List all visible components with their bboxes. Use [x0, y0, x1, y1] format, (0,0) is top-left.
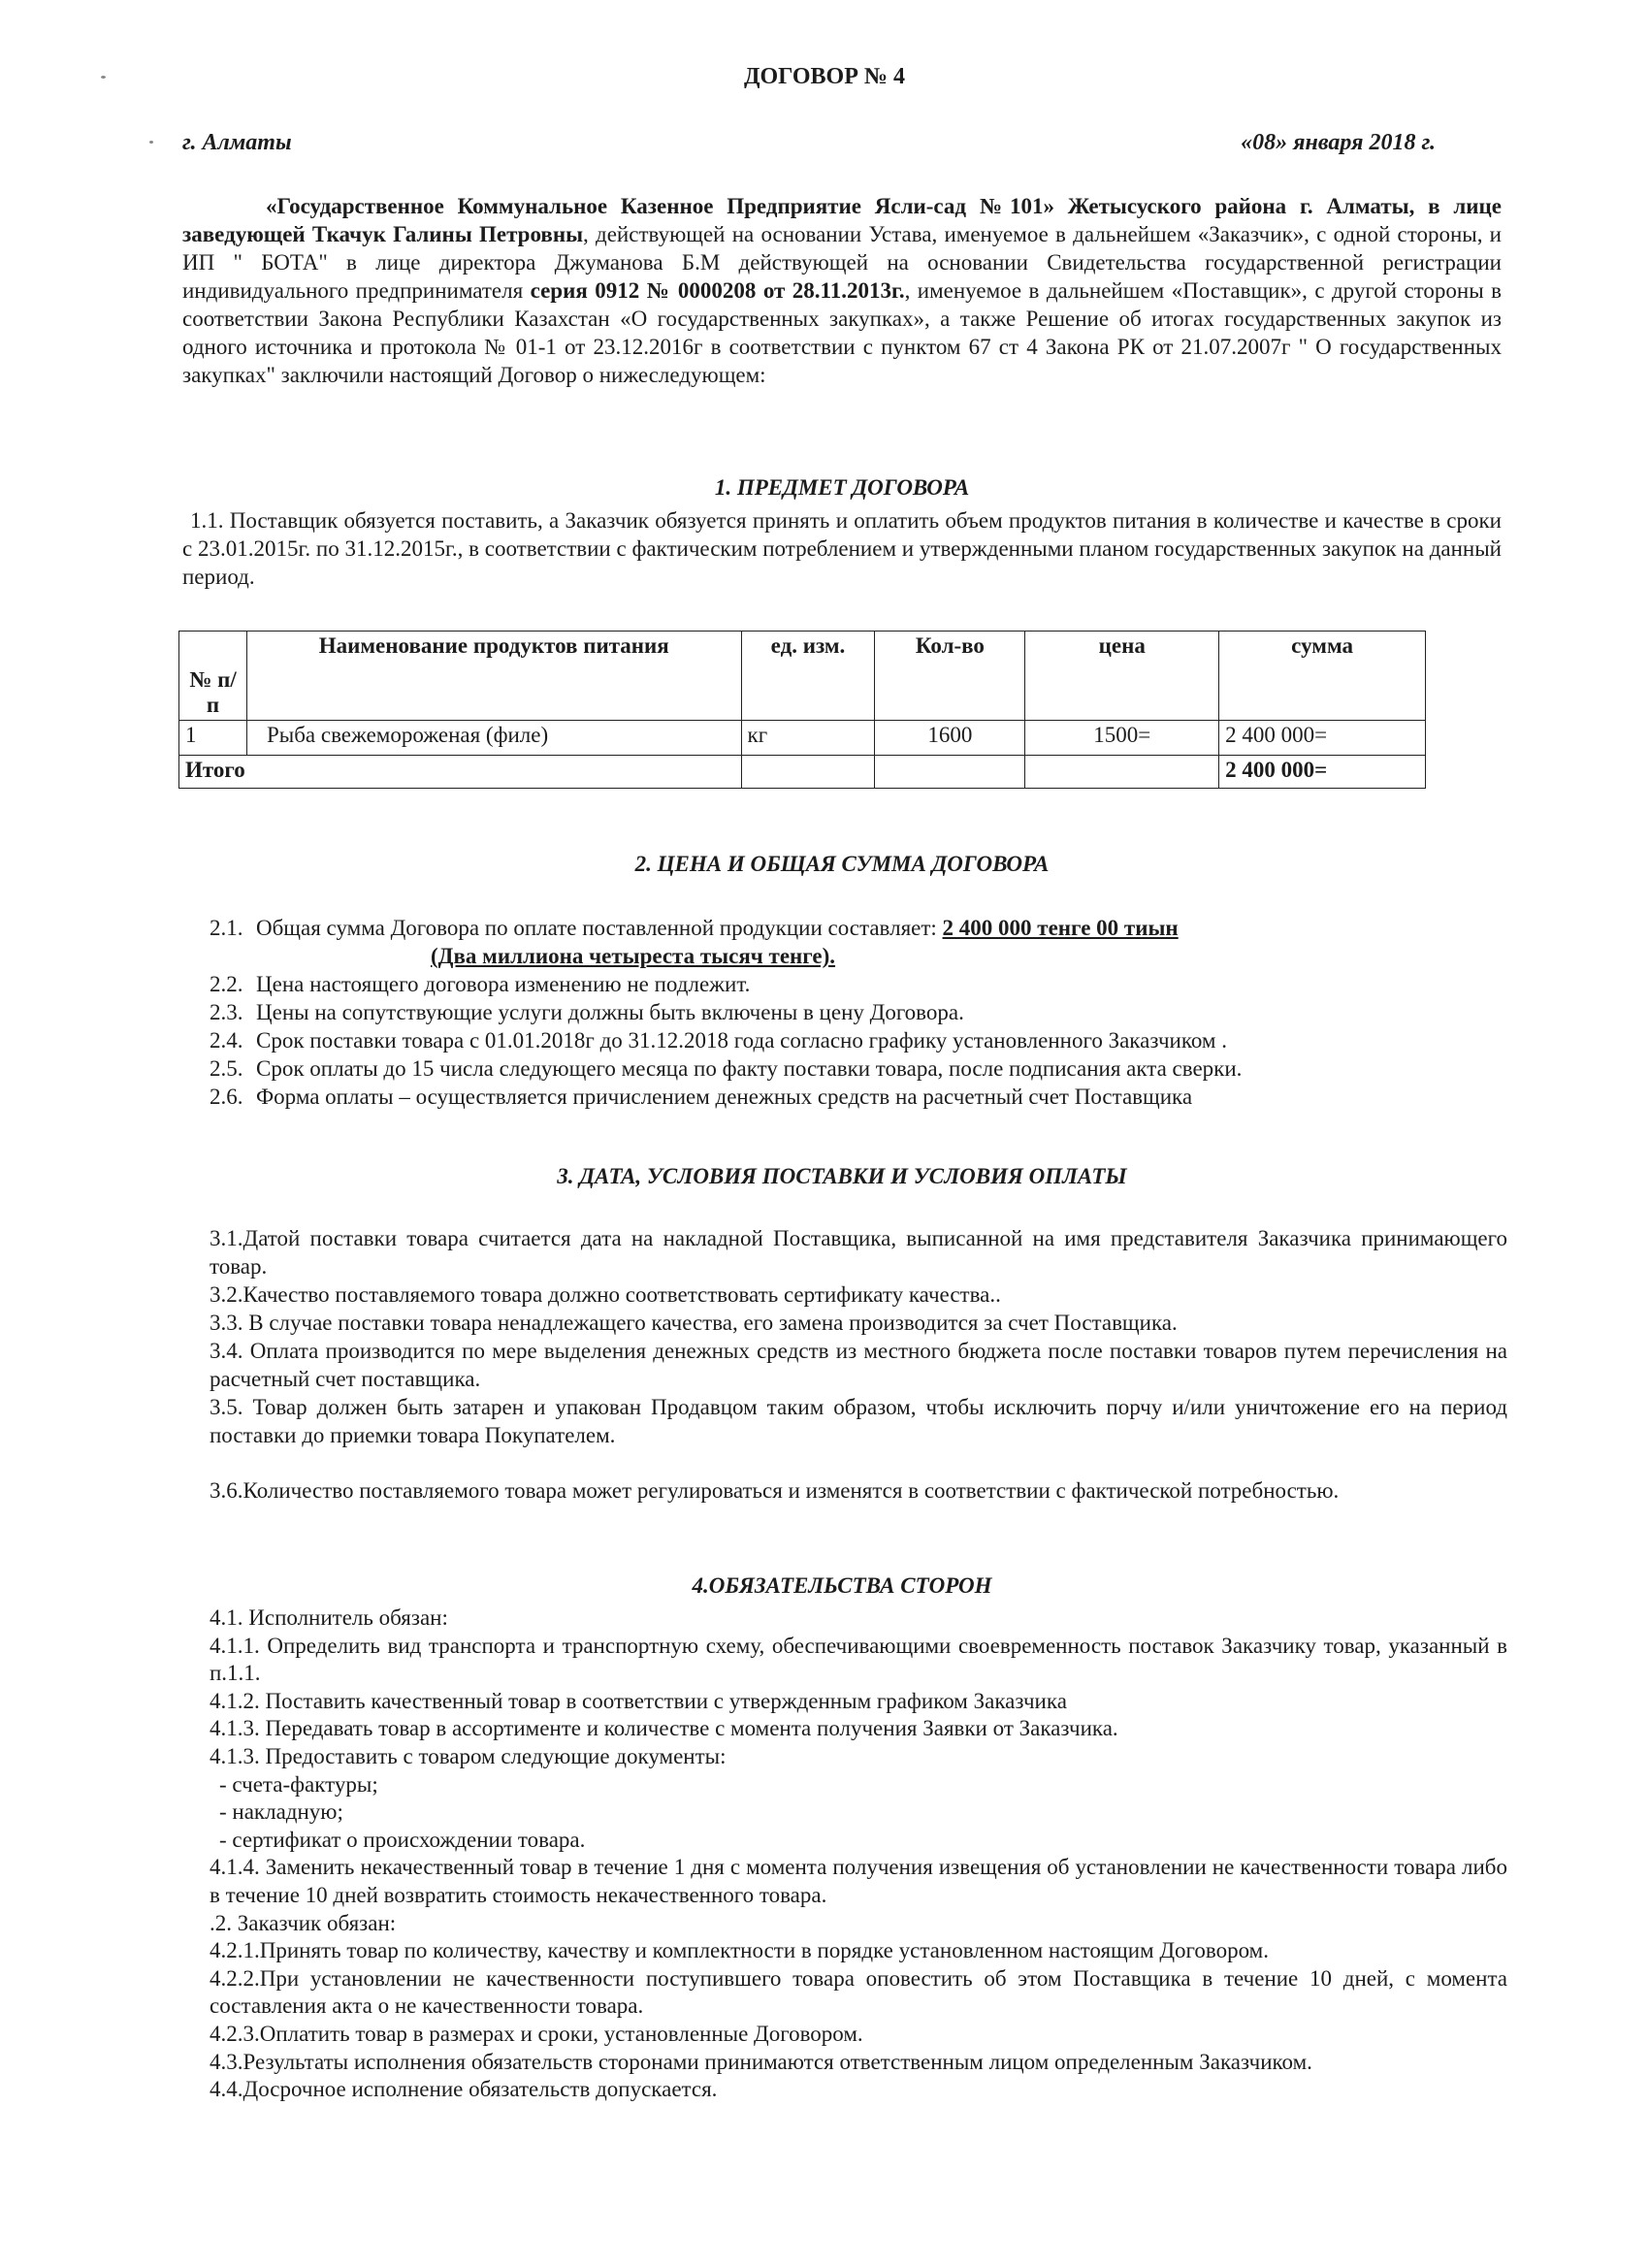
section-3-heading: 3. ДАТА, УСЛОВИЯ ПОСТАВКИ И УСЛОВИЯ ОПЛАТЫ: [557, 1164, 1127, 1188]
clause-2-1-words: [210, 942, 1509, 970]
clause-4-1-1: 4.1.1. Определить вид транспорта и транспортную схему, обеспечивающими своевременность поставок Заказчику товар, указанный в п.1.1.: [210, 1633, 1507, 1686]
clause-num: 2.5.: [210, 1056, 243, 1081]
row-name: Рыба свежемороженая (филе): [246, 721, 741, 756]
clause-3-3: 3.3. В случае поставки товара ненадлежащего качества, его замена производится за счет Поставщика.: [210, 1311, 1178, 1335]
clause-num: 2.6.: [210, 1085, 243, 1109]
clause-num: 2.1.: [210, 916, 243, 940]
scan-speck: [149, 141, 153, 144]
clause-num: 2.4.: [210, 1028, 243, 1053]
header-num: № п/п: [179, 632, 247, 721]
preamble: [182, 192, 1502, 389]
clause-2-2: [210, 970, 1509, 998]
table-total-row: [179, 756, 1426, 789]
clause-1-1-text: 1.1. Поставщик обязуется поставить, а Заказчик обязуется принять и оплатить объем продуктов питания в количестве и качестве в сроки с 23.01.2015г. по 31.12.2015г., в соответствии с фактическим потреблением и утвержденными планом государственных закупок на данный период.: [182, 508, 1502, 589]
clause-2-1: [210, 914, 1509, 942]
clause-3-6: 3.6.Количество поставляемого товара может регулироваться и изменятся в соответствии с фактической потребностью.: [210, 1478, 1340, 1503]
header-unit: ед. изм.: [741, 632, 875, 721]
row-sum: 2 400 000=: [1219, 721, 1426, 756]
clause-3-2: 3.2.Качество поставляемого товара должно соответствовать сертификату качества..: [210, 1282, 1001, 1307]
clause-4-1-2: 4.1.2. Поставить качественный товар в соответствии с утвержденным графиком Заказчика: [210, 1688, 1067, 1713]
total-sum: 2 400 000=: [1219, 756, 1426, 789]
clause-2-3: [210, 998, 1509, 1026]
section-2-body: [210, 914, 1509, 1111]
header-price: цена: [1025, 632, 1219, 721]
clause-2-5-text: Срок оплаты до 15 числа следующего месяца по факту поставки товара, после подписания акта сверки.: [256, 1056, 1243, 1081]
clause-2-5: [210, 1054, 1509, 1083]
clause-2-1-text: Общая сумма Договора по оплате поставленной продукции составляет:: [256, 916, 943, 940]
total-label: Итого: [179, 756, 742, 789]
total-empty-cell: [1025, 756, 1219, 789]
section-3-body: [210, 1224, 1507, 1505]
document-title: ДОГОВОР № 4: [744, 64, 905, 89]
clause-2-4-text: Срок поставки товара с 01.01.2018г до 31.12.2018 года согласно графику установленного Заказчиком .: [256, 1028, 1227, 1053]
table-row: [179, 721, 1426, 756]
registration-number: серия 0912 № 0000208 от 28.11.2013г.: [530, 278, 905, 303]
amount-in-words: (Два миллиона четыреста тысяч тенге).: [431, 944, 836, 968]
clause-2-3-text: Цены на сопутствующие услуги должны быть включены в цену Договора.: [256, 1000, 964, 1024]
clause-3-5: 3.5. Товар должен быть затарен и упакован Продавцом таким образом, чтобы исключить порчу и/или уничтожение его на период поставки до приемки товара Покупателем.: [210, 1395, 1507, 1447]
document-item: - счета-фактуры;: [219, 1771, 378, 1797]
clause-2-6: [210, 1083, 1509, 1111]
table-header-row: [179, 632, 1426, 721]
clause-4-1-3-a: 4.1.3. Передавать товар в ассортименте и количестве с момента получения Заявки от Заказчика.: [210, 1716, 1118, 1741]
clause-4-1-3-b: 4.1.3. Предоставить с товаром следующие документы:: [210, 1743, 727, 1768]
preamble-text-2: , именуемое в дальнейшем «Поставщик», с другой стороны в соответствии Закона Республики Казахстан «О государственных закупках», а также Решение об итогах государственных закупок из одного источника и протокола № 01-1 от 23.12.2016г в соответствии с пунктом 67 ст 4 Закона РК от 21.07.2007г " О государственных закупках" заключили настоящий Договор о нижеследующем:: [182, 278, 1502, 387]
header-name: Наименование продуктов питания: [246, 632, 741, 721]
clause-3-1: 3.1.Датой поставки товара считается дата на накладной Поставщика, выписанной на имя представителя Заказчика принимающего товар.: [210, 1226, 1507, 1279]
clause-4-1: 4.1. Исполнитель обязан:: [210, 1605, 448, 1630]
clause-num: 2.2.: [210, 972, 243, 996]
header-sum: сумма: [1219, 632, 1426, 721]
contract-date: «08» января 2018 г.: [1241, 130, 1436, 155]
spacer: [210, 1449, 1507, 1476]
section-1-heading: 1. ПРЕДМЕТ ДОГОВОРА: [714, 475, 970, 500]
section-2-heading: 2. ЦЕНА И ОБЩАЯ СУММА ДОГОВОРА: [634, 852, 1050, 876]
clause-4-2-1: 4.2.1.Принять товар по количеству, качеству и комплектности в порядке установленном настоящим Договором.: [210, 1938, 1269, 1963]
customer-name: «Государственное Коммунальное Казенное Предприятие Ясли-сад №101» Жетысуского района г. Алматы, в лице заведующей Ткачук Галины Петровны: [182, 194, 1502, 246]
document-item: - сертификат о происхождении товара.: [219, 1827, 586, 1852]
clause-4-4: 4.4.Досрочное исполнение обязательств допускается.: [210, 2077, 718, 2102]
clause-3-4: 3.4. Оплата производится по мере выделения денежных средств из местного бюджета после поставки товаров путем перечисления на расчетный счет поставщика.: [210, 1339, 1507, 1391]
row-unit: кг: [741, 721, 875, 756]
total-empty-cell: [741, 756, 875, 789]
clause-4-2-2: 4.2.2.При установлении не качественности поступившего товара оповестить об этом Поставщика в течение 10 дней, с момента составления акта о не качественности товара.: [210, 1965, 1507, 2019]
contract-total-amount: 2 400 000 тенге 00 тиын: [942, 916, 1179, 940]
clause-4-3: 4.3.Результаты исполнения обязательств сторонами принимаются ответственным лицом определенным Заказчиком.: [210, 2049, 1312, 2074]
contract-city: г. Алматы: [182, 130, 292, 155]
clause-num: 2.3.: [210, 1000, 243, 1024]
header-qty: Кол-во: [875, 632, 1025, 721]
preamble-text-1: , действующей на основании Устава, именуемое в дальнейшем «Заказчик», с одной стороны, и ИП " БОТА" в лице директора Джуманова Б.М действующей на основании Свидетельства государственной регистрации индивидуального предпринимателя: [182, 222, 1502, 303]
products-table: [178, 631, 1426, 789]
clause-2-6-text: Форма оплаты – осуществляется причислением денежных средств на расчетный счет Поставщика: [256, 1085, 1193, 1109]
clause-4-2-3: 4.2.3.Оплатить товар в размерах и сроки, установленные Договором.: [210, 2021, 863, 2046]
row-price: 1500=: [1025, 721, 1219, 756]
clause-2-4: [210, 1026, 1509, 1054]
clause-4-1-4: 4.1.4. Заменить некачественный товар в течение 1 дня с момента получения извещения об установлении не качественности товара либо в течение 10 дней возвратить стоимость некачественного товара.: [210, 1855, 1507, 1907]
total-empty-cell: [875, 756, 1025, 789]
section-4-heading: 4.ОБЯЗАТЕЛЬСТВА СТОРОН: [692, 1573, 992, 1598]
clause-1-1: [182, 506, 1502, 591]
row-qty: 1600: [875, 721, 1025, 756]
clause-2-2-text: Цена настоящего договора изменению не подлежит.: [256, 972, 751, 996]
clause-4-2: .2. Заказчик обязан:: [210, 1910, 397, 1935]
document-item: - накладную;: [219, 1799, 343, 1825]
section-4-body: [210, 1604, 1507, 2104]
row-num: 1: [179, 721, 247, 756]
